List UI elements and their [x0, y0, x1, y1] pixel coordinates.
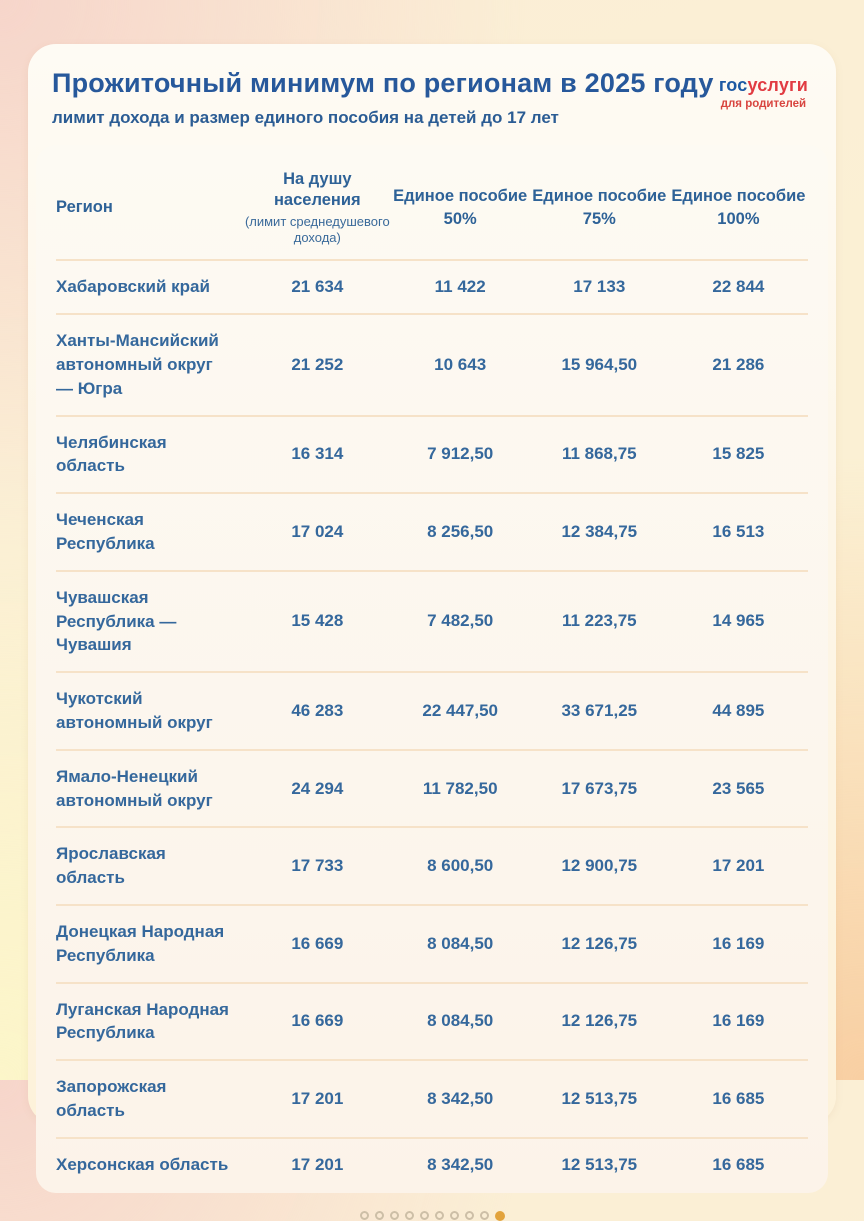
- value-cell: 21 634: [291, 277, 344, 297]
- value-cell: 21 286: [712, 354, 765, 374]
- value-cell: 24 294: [291, 778, 344, 798]
- pagination-dot[interactable]: [480, 1211, 489, 1220]
- value-cell: 17 201: [291, 1088, 344, 1108]
- table-row: [56, 417, 808, 495]
- value-cell: 16 669: [291, 1011, 344, 1031]
- value-cell: 8 084,50: [427, 933, 494, 953]
- region-name: Ямало-Ненецкий автономный округ: [56, 766, 213, 810]
- table-row: [56, 673, 808, 751]
- region-name: Донецкая Народная Республика: [56, 921, 225, 965]
- region-name: Запорожская область: [56, 1077, 167, 1120]
- value-cell: 8 084,50: [427, 1011, 494, 1031]
- pagination-dot[interactable]: [465, 1211, 474, 1220]
- value-cell: 17 024: [291, 521, 344, 541]
- region-name: Чеченская Республика: [56, 510, 155, 553]
- table-row: [56, 261, 808, 315]
- value-cell: 8 342,50: [427, 1154, 494, 1174]
- page-title: Прожиточный минимум по регионам в 2025 году: [52, 68, 714, 98]
- table-row: [56, 315, 808, 416]
- table-row: [56, 828, 808, 906]
- pagination-dot-active[interactable]: [495, 1211, 505, 1221]
- value-cell: 22 447,50: [422, 700, 498, 720]
- column-header-region: Регион: [56, 197, 113, 216]
- value-cell: 12 126,75: [561, 933, 638, 953]
- value-cell: 12 900,75: [561, 856, 638, 876]
- value-cell: 7 912,50: [427, 444, 494, 464]
- table-row: [56, 906, 808, 984]
- value-cell: 16 669: [291, 933, 344, 953]
- region-name: Хабаровский край: [56, 277, 210, 297]
- logo-part-red: услуги: [747, 75, 808, 95]
- value-cell: 8 256,50: [427, 521, 494, 541]
- card-header: [28, 44, 836, 145]
- table-row: [56, 751, 808, 829]
- table-row: [56, 1061, 808, 1139]
- region-name: Ярославская область: [56, 844, 166, 888]
- value-cell: 12 513,75: [561, 1088, 638, 1108]
- value-cell: 16 169: [712, 1011, 765, 1031]
- pagination-dot[interactable]: [390, 1211, 399, 1220]
- pagination-dot[interactable]: [435, 1211, 444, 1220]
- value-cell: 33 671,25: [561, 700, 638, 720]
- gosuslugi-logo: [719, 68, 808, 110]
- value-cell: 17 133: [573, 277, 626, 297]
- value-cell: 16 513: [712, 521, 765, 541]
- pagination-dot[interactable]: [450, 1211, 459, 1220]
- region-name: Луганская Народная Республика: [56, 999, 229, 1043]
- pagination-dot[interactable]: [375, 1211, 384, 1220]
- logo-part-blue: гос: [718, 75, 748, 95]
- value-cell: 16 314: [291, 444, 344, 464]
- value-cell: 16 685: [712, 1154, 765, 1174]
- pagination-dots: [28, 1211, 836, 1221]
- value-cell: 16 685: [712, 1088, 765, 1108]
- table-row: [56, 984, 808, 1062]
- column-header-per-capita: На душу населения (лимит среднедушевого дохода): [244, 170, 390, 246]
- value-cell: 21 252: [291, 354, 344, 374]
- table-body: [56, 261, 808, 1190]
- value-cell: 44 895: [712, 700, 765, 720]
- value-cell: 7 482,50: [427, 611, 494, 631]
- region-name: Челябинская область: [56, 432, 167, 476]
- value-cell: 17 201: [291, 1154, 344, 1174]
- value-cell: 46 283: [291, 700, 344, 720]
- value-cell: 8 342,50: [427, 1088, 494, 1108]
- table-row: [56, 572, 808, 673]
- table-row: [56, 494, 808, 572]
- value-cell: 12 384,75: [561, 521, 638, 541]
- value-cell: 16 169: [712, 933, 765, 953]
- gosuslugi-logo-text: [719, 75, 808, 96]
- value-cell: 15 428: [291, 611, 344, 631]
- page-subtitle: лимит дохода и размер единого пособия на детей до 17 лет: [52, 108, 559, 127]
- value-cell: 15 964,50: [561, 354, 638, 374]
- value-cell: 15 825: [712, 444, 765, 464]
- value-cell: 17 733: [291, 856, 344, 876]
- region-name: Херсонская область: [56, 1154, 229, 1174]
- region-name: Чувашская Республика — Чувашия: [56, 587, 177, 655]
- column-header-benefit-50: Единое пособие 50%: [393, 187, 528, 228]
- region-name: Ханты-Мансийский автономный округ — Югра: [56, 331, 219, 398]
- value-cell: 8 600,50: [427, 856, 494, 876]
- region-name: Чукотский автономный округ: [56, 689, 213, 732]
- logo-tagline: для родителей: [720, 98, 807, 110]
- column-header-benefit-100: Единое пособие 100%: [671, 187, 806, 228]
- value-cell: 12 126,75: [561, 1011, 638, 1031]
- value-cell: 10 643: [434, 354, 487, 374]
- pagination-dot[interactable]: [405, 1211, 414, 1220]
- value-cell: 12 513,75: [561, 1154, 638, 1174]
- pagination-dot[interactable]: [360, 1211, 369, 1220]
- regions-table: [36, 145, 828, 1193]
- header-text-block: [52, 68, 714, 128]
- value-cell: 11 782,50: [422, 778, 498, 798]
- value-cell: 11 868,75: [561, 444, 637, 464]
- table-row: [56, 1139, 808, 1191]
- value-cell: 17 673,75: [561, 778, 638, 798]
- value-cell: 22 844: [712, 277, 765, 297]
- column-header-benefit-75: Единое пособие 75%: [532, 187, 667, 228]
- value-cell: 17 201: [712, 856, 765, 876]
- value-cell: 11 422: [434, 277, 486, 297]
- value-cell: 11 223,75: [561, 611, 637, 631]
- table-header-row: [56, 153, 808, 261]
- pagination-dot[interactable]: [420, 1211, 429, 1220]
- value-cell: 23 565: [712, 778, 765, 798]
- value-cell: 14 965: [712, 611, 765, 631]
- infographic-card: [28, 44, 836, 1174]
